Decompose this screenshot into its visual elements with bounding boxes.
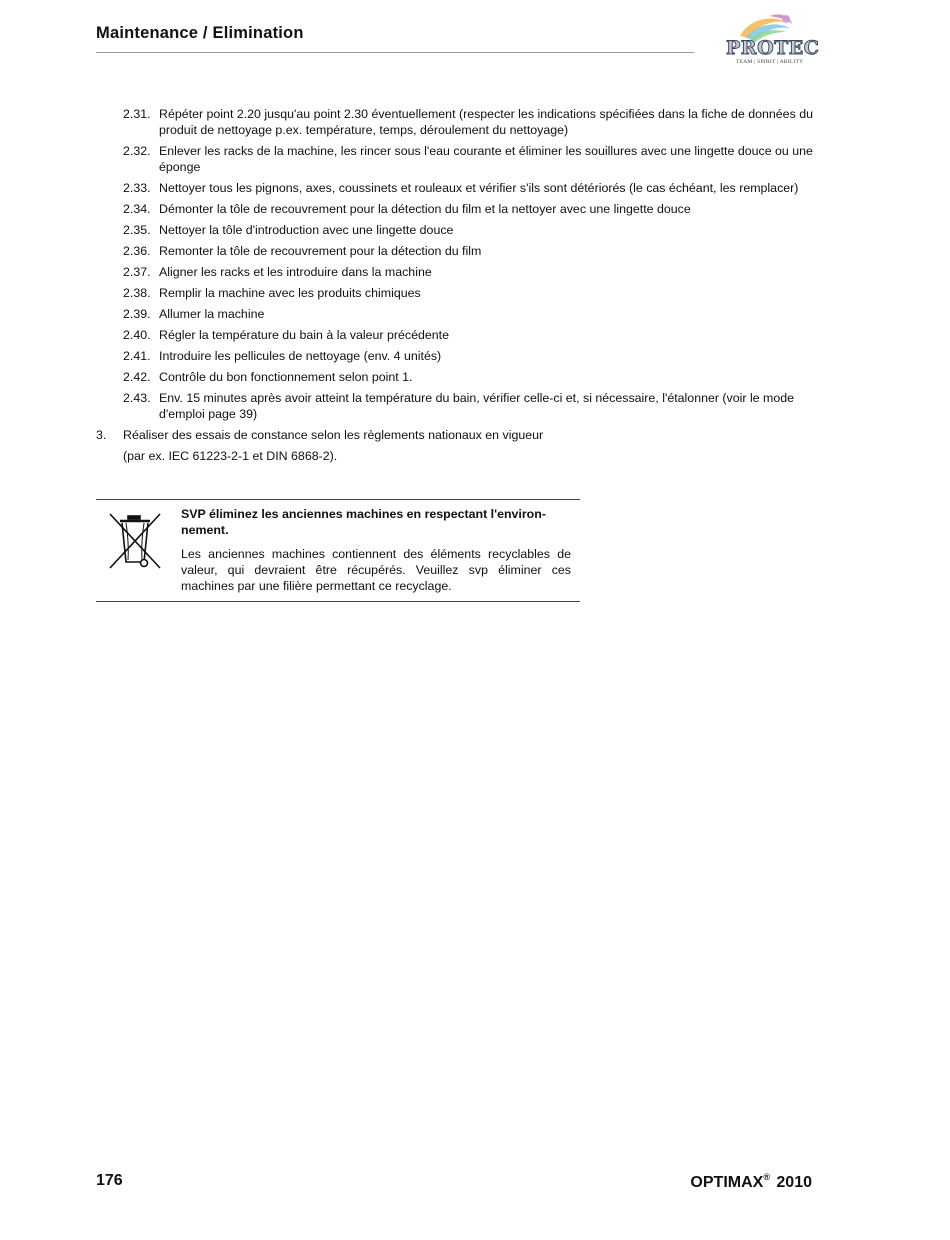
maintenance-steps-list (96, 106, 816, 469)
step-item-3 (96, 427, 816, 464)
crossed-out-bin-icon (108, 512, 164, 572)
step-text: Remplir la machine avec les produits chimiques (159, 286, 421, 300)
step-number: 2.34. (123, 202, 151, 216)
step-item (96, 201, 816, 217)
step-text-line: Réaliser des essais de constance selon les règlements nationaux en vigueur (123, 428, 544, 442)
step-text: Env. 15 minutes après avoir atteint la température du bain, vérifier celle-ci et, si nécessaire, l'étalonner (voir le mode d'emploi page 39) (159, 391, 795, 421)
step-number: 2.42. (123, 370, 151, 384)
step-number: 2.33. (123, 181, 151, 195)
step-item (96, 369, 816, 385)
step-text: Enlever les racks de la machine, les rincer sous l'eau courante et éliminer les souillures avec une lingette douce ou une éponge (159, 144, 813, 174)
step-text: Régler la température du bain à la valeur précédente (159, 328, 449, 342)
header-divider (96, 52, 694, 53)
step-number: 2.31. (123, 107, 151, 121)
step-text: Introduire les pellicules de nettoyage (env. 4 unités) (159, 349, 442, 363)
step-number: 2.41. (123, 349, 151, 363)
step-text: Contrôle du bon fonctionnement selon point 1. (159, 370, 413, 384)
step-item (96, 222, 816, 238)
step-text: Aligner les racks et les introduire dans la machine (159, 265, 432, 279)
step-number: 3. (96, 428, 107, 442)
step-number: 2.38. (123, 286, 151, 300)
page-header-title: Maintenance / Elimination (96, 24, 304, 42)
disposal-notice-heading: SVP éliminez les anciennes machines en respectant l'environnement. (181, 507, 546, 537)
product-year: 2010 (776, 1174, 812, 1191)
product-name-text: OPTIMAX (690, 1174, 764, 1191)
step-number: 2.39. (123, 307, 151, 321)
step-text: Nettoyer tous les pignons, axes, coussinets et rouleaux et vérifier s'ils sont détériorés (le cas échéant, les remplacer) (159, 181, 799, 195)
step-number: 2.37. (123, 265, 151, 279)
step-number: 2.32. (123, 144, 151, 158)
step-item (96, 327, 816, 343)
protec-logo (720, 10, 820, 70)
step-text: Allumer la machine (159, 307, 265, 321)
step-item (96, 106, 816, 138)
step-item (96, 348, 816, 364)
step-text: Remonter la tôle de recouvrement pour la détection du film (159, 244, 482, 258)
registered-mark: ® (763, 1172, 770, 1182)
step-text-line: (par ex. IEC 61223-2-1 et DIN 6868-2). (123, 449, 338, 463)
step-item (96, 143, 816, 175)
step-text: Nettoyer la tôle d'introduction avec une lingette douce (159, 223, 454, 237)
step-text: Démonter la tôle de recouvrement pour la détection du film et la nettoyer avec une lingette douce (159, 202, 691, 216)
step-item (96, 390, 816, 422)
page-number: 176 (96, 1172, 123, 1189)
logo-wordmark: PROTEC (726, 37, 820, 59)
step-item (96, 264, 816, 280)
step-number: 2.35. (123, 223, 151, 237)
disposal-notice-body: Les anciennes machines contiennent des éléments recyclables de valeur, qui devraient être récupérés. Veuillez svp éliminer ces machines par une filière permettant ce recyclage. (181, 547, 571, 593)
disposal-notice (96, 499, 580, 602)
step-number: 2.40. (123, 328, 151, 342)
step-number: 2.43. (123, 391, 151, 405)
step-item (96, 180, 816, 196)
step-text: Répéter point 2.20 jusqu'au point 2.30 éventuellement (respecter les indications spécifiées dans la fiche de données du produit de nettoyage p.ex. température, temps, déroulement du nettoyage) (159, 107, 813, 137)
logo-tagline: TEAM | SPIRIT | ABILITY (736, 59, 804, 65)
product-name (690, 1172, 812, 1192)
step-number: 2.36. (123, 244, 151, 258)
step-item (96, 285, 816, 301)
step-item (96, 243, 816, 259)
step-item (96, 306, 816, 322)
